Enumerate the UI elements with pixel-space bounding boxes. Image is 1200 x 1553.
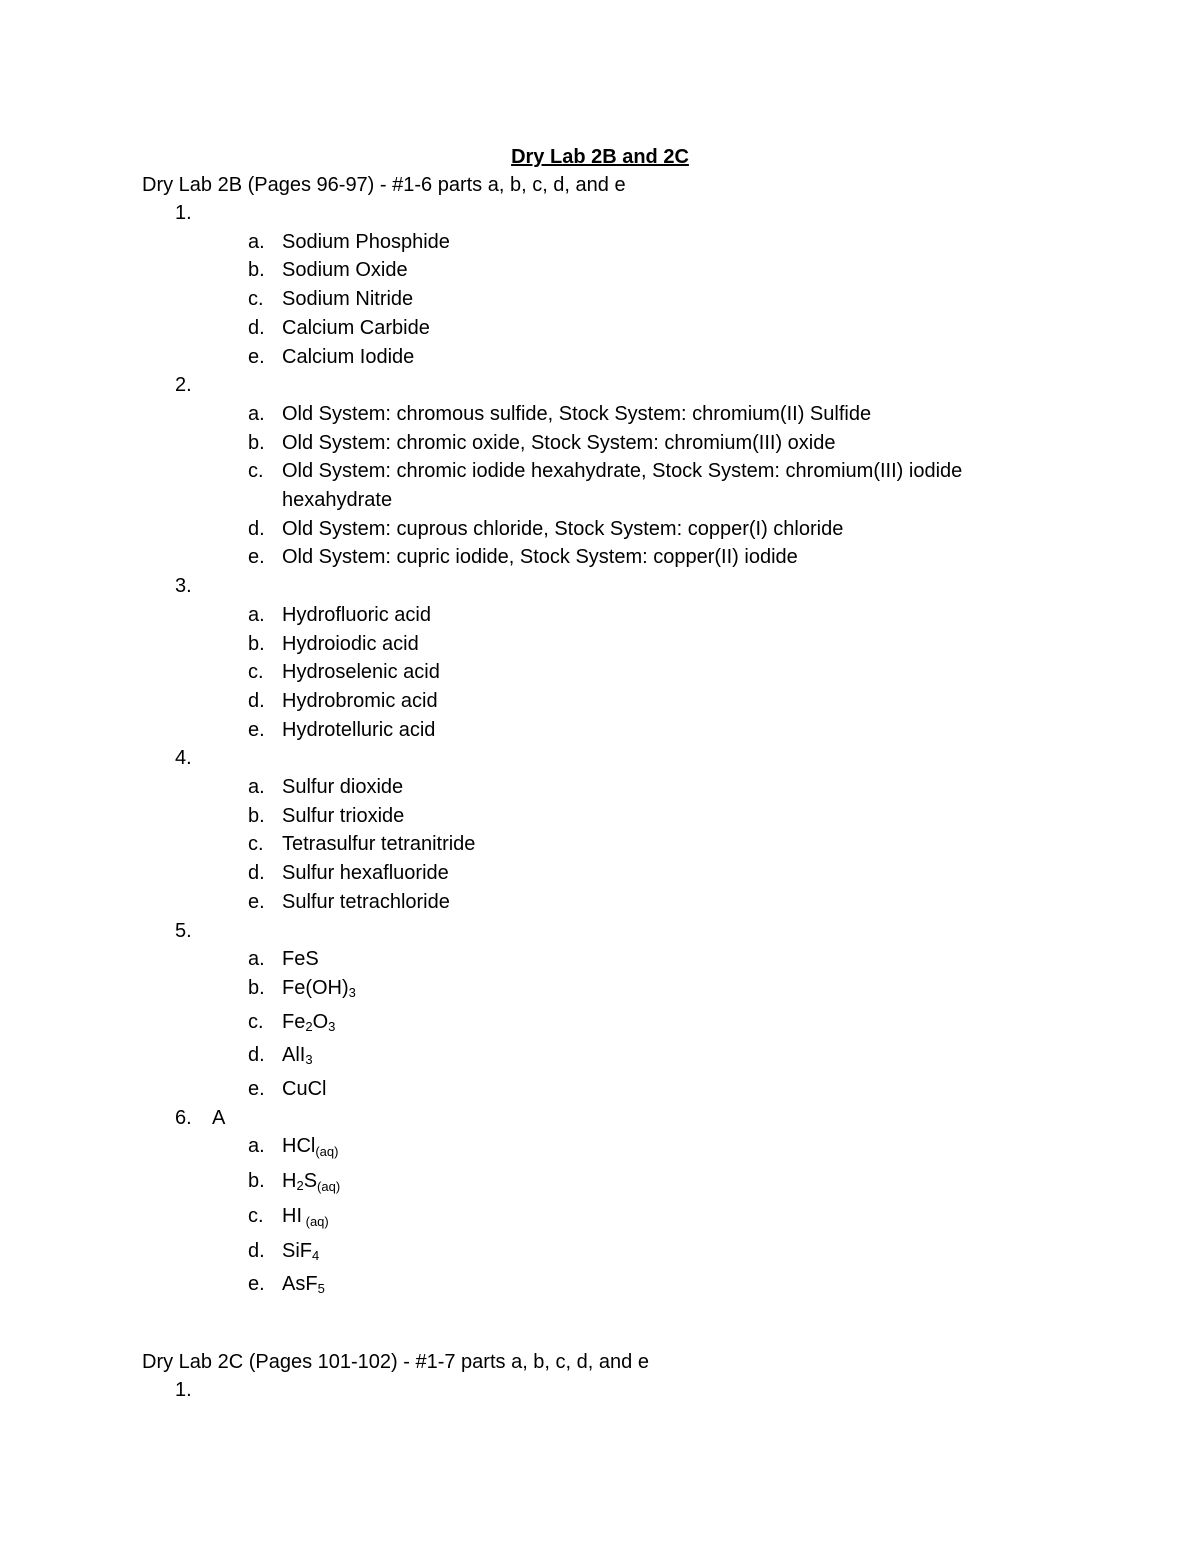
formula-subscript: 2 — [296, 1178, 304, 1194]
question-3 — [142, 572, 1042, 744]
answer-text: Old System: cuprous chloride, Stock System: copper(I) chloride — [282, 517, 844, 540]
answer-item — [142, 601, 1042, 630]
answer-letter: e. — [248, 1273, 265, 1296]
formula-subscript: 4 — [312, 1247, 320, 1263]
answer-text: Old System: chromic iodide hexahydrate, Stock System: chromium(III) iodide hexahydrate — [282, 460, 963, 511]
answer-item — [142, 974, 1042, 1008]
question-4 — [142, 744, 1042, 916]
answer-letter: d. — [248, 316, 265, 339]
question-6 — [142, 1104, 1042, 1304]
answer-letter: e. — [248, 546, 265, 569]
question-2 — [142, 371, 1042, 572]
answer-letter: d. — [248, 862, 265, 885]
answer-text — [282, 1237, 1022, 1271]
answer-text: Hydroiodic acid — [282, 632, 419, 655]
answer-text — [282, 1132, 1022, 1167]
question-number: 4. — [175, 747, 192, 770]
answer-letter: b. — [248, 1170, 265, 1193]
answer-text — [282, 1167, 1022, 1202]
formula-subscript: (aq) — [302, 1213, 329, 1229]
answer-item — [142, 716, 1042, 745]
answer-item — [142, 888, 1042, 917]
answer-item — [142, 285, 1042, 314]
answer-item — [142, 256, 1042, 285]
question-line — [142, 199, 1042, 228]
answer-letter: a. — [248, 230, 265, 253]
question-number: 5. — [175, 919, 192, 942]
answer-item — [142, 1202, 1042, 1237]
question-line — [142, 917, 1042, 946]
formula-subscript: 3 — [305, 1052, 313, 1068]
answer-letter: e. — [248, 718, 265, 741]
answer-item — [142, 1075, 1042, 1104]
question-number: 1. — [175, 1379, 192, 1401]
answer-item — [142, 1008, 1042, 1042]
answer-letter: c. — [248, 460, 264, 483]
answer-item — [142, 630, 1042, 659]
answer-item — [142, 658, 1042, 687]
section-2c-heading: Dry Lab 2C (Pages 101-102) - #1-7 parts a, b, c, d, and e — [142, 1351, 649, 1373]
answer-item — [142, 773, 1042, 802]
answer-item — [142, 429, 1042, 458]
answer-item — [142, 687, 1042, 716]
answer-letter: e. — [248, 345, 265, 368]
answer-text: Calcium Carbide — [282, 316, 430, 339]
answer-text: Sodium Oxide — [282, 259, 408, 282]
answer-text: Sulfur tetrachloride — [282, 890, 450, 913]
answer-letter: d. — [248, 517, 265, 540]
answer-letter: a. — [248, 948, 265, 971]
question-note: A — [212, 1106, 226, 1129]
answer-text: Sulfur dioxide — [282, 776, 404, 798]
answer-letter: e. — [248, 1078, 265, 1101]
question-list-2b — [142, 199, 1042, 1304]
formula-part: O — [312, 1010, 329, 1033]
question-line — [142, 371, 1042, 400]
question-number: 2. — [175, 374, 192, 397]
formula-part: S — [303, 1170, 318, 1193]
formula-subscript: 2 — [305, 1018, 313, 1034]
answer-text: Sulfur trioxide — [282, 804, 405, 827]
answer-letter: a. — [248, 1135, 265, 1158]
answer-text: Hydrobromic acid — [282, 689, 438, 712]
answer-letter: d. — [248, 1239, 265, 1262]
answer-letter: b. — [248, 632, 265, 655]
answer-item — [142, 945, 1042, 974]
formula-part: HI — [282, 1204, 302, 1227]
answer-item — [142, 859, 1042, 888]
answer-item — [142, 1041, 1042, 1075]
question-2c-1 — [142, 1376, 342, 1405]
answer-text: Sulfur hexafluoride — [282, 862, 449, 885]
answer-item — [142, 1237, 1042, 1271]
formula-part: FeS — [282, 948, 319, 971]
answer-text: Hydrotelluric acid — [282, 718, 436, 741]
formula-part: AsF — [282, 1273, 318, 1296]
answer-letter: e. — [248, 890, 265, 913]
answer-item — [142, 228, 1042, 257]
question-5 — [142, 917, 1042, 1104]
answer-text — [282, 1041, 1022, 1075]
answer-text — [282, 1202, 1022, 1237]
answer-letter: c. — [248, 1010, 264, 1033]
question-number: 1. — [175, 202, 192, 224]
answer-letter: b. — [248, 259, 265, 282]
question-number: 3. — [175, 575, 192, 598]
answer-item — [142, 457, 1042, 514]
formula-subscript: 3 — [328, 1018, 336, 1034]
answer-item — [142, 343, 1042, 372]
answer-item — [142, 400, 1042, 429]
question-number: 6. — [175, 1106, 192, 1129]
answer-item — [142, 515, 1042, 544]
answer-text: Tetrasulfur tetranitride — [282, 833, 476, 856]
answer-item — [142, 543, 1042, 572]
formula-part: Fe(OH) — [282, 976, 349, 999]
answer-letter: b. — [248, 804, 265, 827]
section-2b-heading: Dry Lab 2B (Pages 96-97) - #1-6 parts a, b, c, d, and e — [142, 174, 626, 196]
answer-text: Hydrofluoric acid — [282, 603, 431, 626]
answer-text: Old System: cupric iodide, Stock System: copper(II) iodide — [282, 546, 798, 569]
formula-part: HCl — [282, 1135, 316, 1158]
answer-letter: a. — [248, 776, 265, 798]
formula-subscript: 5 — [317, 1281, 325, 1297]
answer-item — [142, 314, 1042, 343]
answer-text: Old System: chromous sulfide, Stock System: chromium(II) Sulfide — [282, 402, 872, 425]
answer-text: Sodium Phosphide — [282, 230, 450, 253]
page-title: Dry Lab 2B and 2C — [511, 146, 689, 168]
formula-part: SiF — [282, 1239, 312, 1262]
formula-part: Fe — [282, 1010, 306, 1033]
answer-letter: c. — [248, 661, 264, 684]
answer-item — [142, 1167, 1042, 1202]
answer-text — [282, 1270, 1022, 1304]
question-1 — [142, 199, 1042, 371]
answer-text — [282, 1008, 1022, 1042]
formula-part: CuCl — [282, 1078, 327, 1101]
answer-item — [142, 1132, 1042, 1167]
question-line — [142, 744, 1042, 773]
answer-item — [142, 1270, 1042, 1304]
answer-text: Calcium Iodide — [282, 345, 415, 368]
answer-item — [142, 802, 1042, 831]
answer-text: Hydroselenic acid — [282, 661, 440, 684]
answer-letter: c. — [248, 288, 264, 311]
formula-part: AlI — [282, 1044, 306, 1067]
answer-letter: a. — [248, 603, 265, 626]
formula-subscript: 3 — [348, 984, 356, 1000]
answer-letter: c. — [248, 833, 264, 856]
answer-letter: c. — [248, 1204, 264, 1227]
answer-item — [142, 830, 1042, 859]
formula-subscript: (aq) — [317, 1179, 341, 1195]
answer-letter: d. — [248, 689, 265, 712]
answer-text — [282, 945, 1022, 974]
question-line — [142, 1104, 1042, 1133]
answer-text: Sodium Nitride — [282, 288, 414, 311]
answer-letter: a. — [248, 402, 265, 425]
answer-letter: b. — [248, 976, 265, 999]
answer-letter: b. — [248, 431, 265, 454]
formula-subscript: (aq) — [315, 1144, 339, 1160]
question-line — [142, 572, 1042, 601]
answer-letter: d. — [248, 1044, 265, 1067]
answer-text — [282, 974, 1022, 1008]
formula-part: H — [282, 1170, 297, 1193]
answer-text — [282, 1075, 1022, 1104]
answer-text: Old System: chromic oxide, Stock System: chromium(III) oxide — [282, 431, 836, 454]
